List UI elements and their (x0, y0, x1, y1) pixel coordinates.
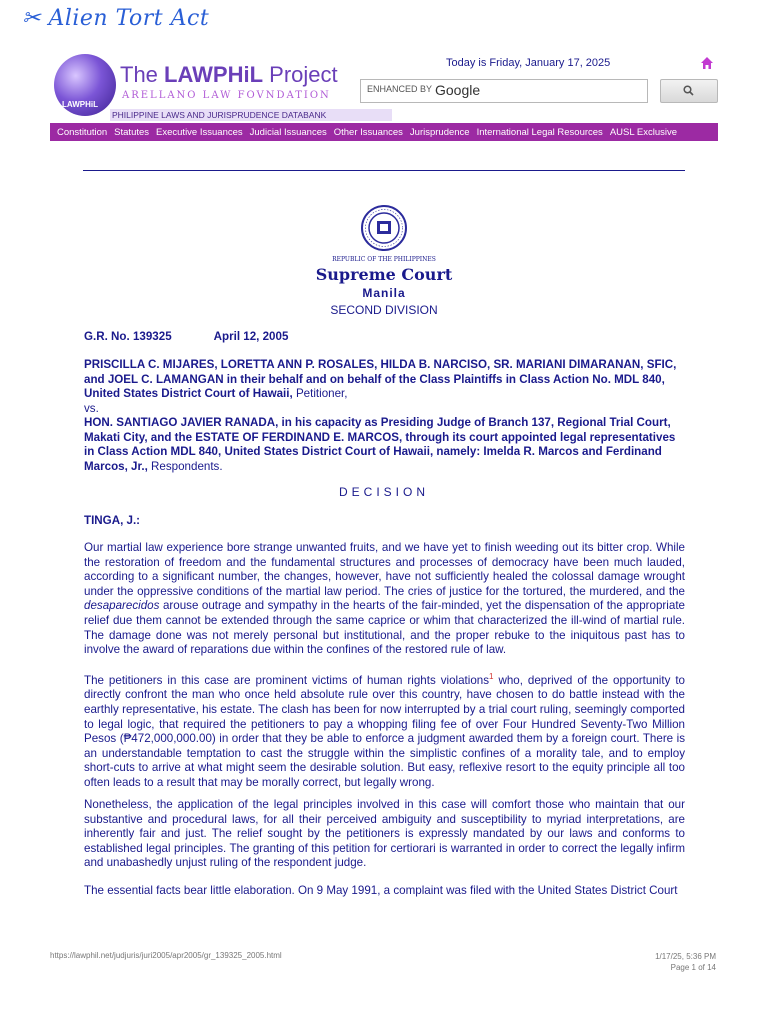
court-city: Manila (362, 286, 406, 300)
search-brand: ENHANCED BY (367, 84, 433, 94)
databank-label: PHILIPPINE LAWS AND JURISPRUDENCE DATABANK (110, 109, 392, 121)
petitioner-role: Petitioner, (292, 387, 348, 401)
nav-item-executive-issuances[interactable]: Executive Issuances (156, 126, 243, 138)
site-title[interactable]: The LAWPHiL Project (120, 62, 338, 87)
footnote-link[interactable]: 1 (489, 672, 494, 681)
decision-heading: DECISION (338, 485, 429, 499)
respondents-names: HON. SANTIAGO JAVIER RANADA, in his capacity as Presiding Judge of Branch 137, Regional Trial Court, Makati City, and the ESTATE OF FERDINAND E. MARCOS, through its court appointed legal representatives in Class Action MDL 840, United States District Court of Hawaii, namely: Imelda R. Marcos and Ferdinand Marcos, Jr., (84, 416, 676, 473)
search-icon (683, 85, 694, 96)
nav-item-international-legal-resources[interactable]: International Legal Resources (476, 126, 603, 138)
nav-item-other-issuances[interactable]: Other Issuances (333, 126, 403, 138)
gr-number: G.R. No. 139325 (84, 330, 172, 343)
court-seal-icon (360, 204, 408, 252)
search-google-label: Google (435, 82, 481, 98)
petitioners-names: PRISCILLA C. MIJARES, LORETTA ANN P. ROSALES, HILDA B. NARCISO, SR. MARIANI DIMARANAN, SFIC, and JOEL C. LAMANGAN in their behalf and on behalf of the Class Plaintiffs in Class Action No. MDL 840, United States District Court of Hawaii, (84, 358, 677, 401)
search-button[interactable] (660, 79, 718, 103)
search-input[interactable] (360, 79, 648, 103)
main-nav (50, 123, 718, 141)
divider (83, 170, 685, 171)
petitioners (84, 358, 685, 402)
case-date: April 12, 2005 (213, 330, 289, 343)
paragraph-3: Nonetheless, the application of the legal principles involved in this case will comfort those who maintain that our substantive and procedural laws, for all their perceived ambiguity and susceptibility to myriad interpretations, are inherently fair and just. The relief sought by the petitioners is expressly mandated by our laws and conforms to established legal principles. The granting of this petition for certiorari is warranted in order to correct the legally infirm and unabashedly unjust ruling of the respondent judge. (84, 798, 685, 870)
scissors-mark-icon: ✂ (22, 6, 41, 31)
nav-item-ausl-exclusive[interactable]: AUSL Exclusive (609, 126, 678, 138)
versus: vs. (84, 402, 99, 415)
print-datetime: 1/17/25, 5:36 PM (655, 952, 716, 961)
handwritten-note: ✂ Alien Tort Act (22, 6, 210, 31)
logo-label: LAWPHiL (62, 100, 98, 109)
footer-url: https://lawphil.net/judjuris/juri2005/apr2005/gr_139325_2005.html (50, 951, 282, 960)
today-date: Today is Friday, January 17, 2025 (446, 57, 611, 69)
nav-item-jurisprudence[interactable]: Jurisprudence (409, 126, 470, 138)
case-number-line (84, 330, 685, 345)
page-number: Page 1 of 14 (670, 963, 716, 972)
paragraph-2: The petitioners in this case are prominent victims of human rights violations$^1$ who, deprived of the opportunity to directly confront the man who once held absolute rule over this country, have chosen to do battle instead with the earthly representative, his estate. The clash has been for now interrupted by a trial court ruling, seemingly comported to legal logic, that required the petitioners to pay a whopping filing fee of over Four Hundred Seventy-Two Million Pesos (₱472,000,000.00) in order that they be able to enforce a judgment awarded them by a foreign court. There is an understandable temptation to cast the struggle within the simplistic confines of a morality tale, and to employ short-cuts to arrive at what might seem the desirable solution. But easy, reflexive resort to the equity principle all too often leads to a result that may be morally correct, but legally wrong. (84, 672, 685, 790)
ponente: TINGA, J.: (84, 514, 141, 527)
home-icon[interactable] (700, 56, 714, 70)
paragraph-4: The essential facts bear little elaboration. On 9 May 1991, a complaint was filed with the United States District Court (84, 884, 678, 897)
court-name: Supreme Court (315, 265, 453, 284)
republic-label: REPUBLIC OF THE PHILIPPINES (332, 256, 436, 263)
site-subtitle: ARELLANO LAW FOVNDATION (122, 90, 331, 101)
nav-item-judicial-issuances[interactable]: Judicial Issuances (249, 126, 327, 138)
paragraph-1: Our martial law experience bore strange unwanted fruits, and we have yet to finish weeding out its bitter crop. While the restoration of freedom and the fundamental structures and processes of democracy have been much lauded, according to a significant number, the changes, however, have not sufficiently healed the colossal damage wrought under the oppressive conditions of the martial law period. The cries of justice for the tortured, the murdered, and the desaparecidos arouse outrage and sympathy in the hearts of the fair-minded, yet the dispensation of the appropriate relief due them cannot be extended through the same caprice or whim that characterized the ill-wind of martial rule. The damage done was not merely personal but institutional, and the proper rebuke to the iniquitous past has to involve the award of reparations due within the confines of the restored rule of law. (84, 541, 685, 657)
nav-item-constitution[interactable]: Constitution (57, 126, 108, 138)
nav-item-statutes[interactable]: Statutes (114, 126, 150, 138)
respondent-role: Respondents. (147, 459, 223, 473)
court-division: SECOND DIVISION (330, 303, 438, 317)
respondents (84, 416, 685, 474)
footer-meta (560, 951, 716, 973)
